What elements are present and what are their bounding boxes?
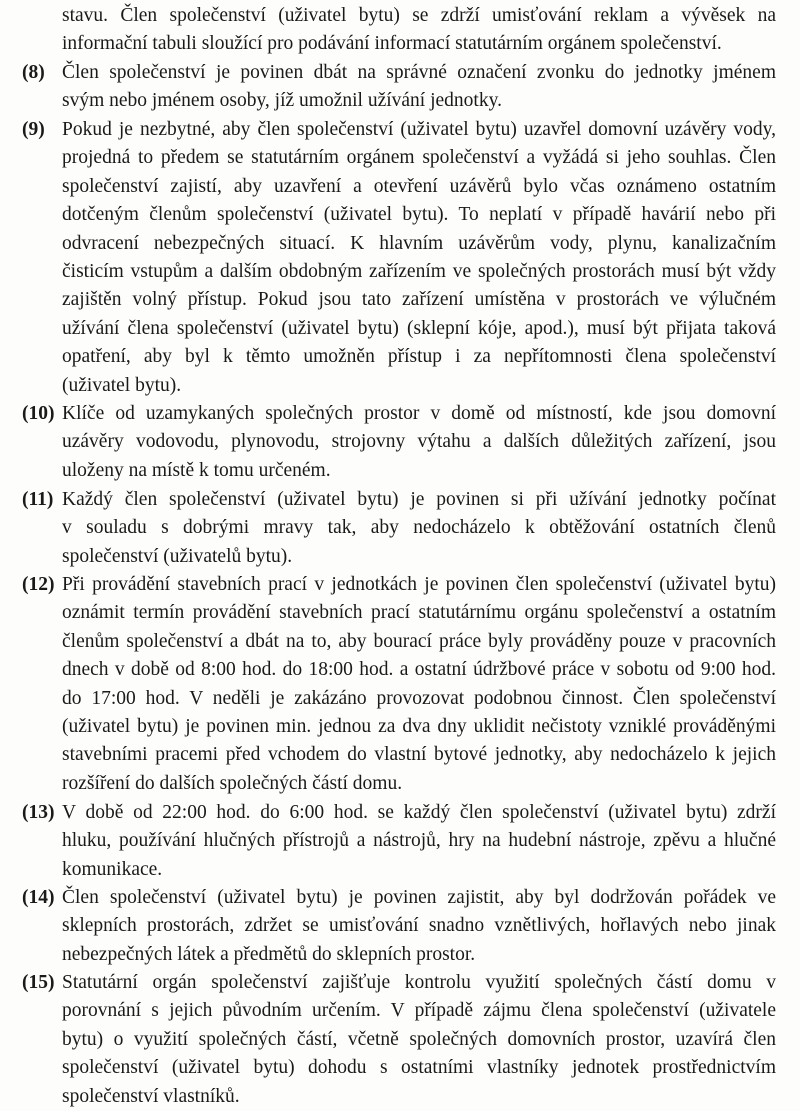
text-line: v souladu s dobrými mravy tak, aby nedocházelo k obtěžování ostatních členů [62,517,776,539]
text-line: uzávěry vodovodu, plynovodu, strojovny výtahu a dalších důležitých zařízení, jsou [62,431,776,453]
text-line: užívání člena společenství (uživatel bytu) (sklepní kóje, apod.), musí být přijata taková [62,317,776,339]
text-line: stavebními pracemi před vchodem do vlastní bytové jednotky, aby nedocházelo k jejich [62,744,776,766]
text-line: Klíče od uzamykaných společných prostor v domě od místností, kde jsou domovní [62,403,776,424]
paragraph-number: (10) [22,403,55,424]
paragraph-number: (9) [22,119,45,140]
text-line: Pokud je nezbytné, aby člen společenství (uživatel bytu) uzavřel domovní uzávěry vody, [62,119,776,140]
text-line: projedná to předem se statutárním orgánem společenství a vyžádá si jeho souhlas. Člen [62,147,776,169]
text-line: Každý člen společenství (uživatel bytu) je povinen si při užívání jednotky počínat [62,489,776,510]
text-line: odvracení nebezpečných situací. K hlavním uzávěrům vody, plynu, kanalizačním [62,232,776,254]
text-line: Člen společenství je povinen dbát na správné označení zvonku do jednotky jménem [62,62,776,83]
text-line: hluku, používání hlučných přístrojů a nástrojů, hry na hudební nástroje, zpěvu a hlučné [62,830,776,852]
paragraph-number: (12) [22,574,55,595]
text-line: porovnání s jejich původním určením. V případě zájmu člena společenství (uživatele [62,1000,776,1022]
text-line: Statutární orgán společenství zajišťuje kontrolu využití společných částí domu v [62,972,776,993]
text-line: oznámit termín provádění stavebních prací statutárnímu orgánu společenství a ostatním [62,602,776,624]
text-line: zajištěn volný přístup. Pokud jsou tato zařízení umístěna v prostorách ve výlučném [62,289,776,311]
text-line: opatření, aby byl k těmto umožněn přístup i za nepřítomnosti člena společenství [62,346,776,368]
text-line: sklepních prostorách, zdržet se umisťování snadno vznětlivých, hořlavých nebo jinak [62,915,776,937]
text-line: společenství (uživatelů bytu). [62,545,293,567]
text-line: členům společenství a dbát na to, aby bourací práce byly prováděny pouze v pracovních [62,630,776,652]
text-line: V době od 22:00 hod. do 6:00 hod. se každý člen společenství (uživatel bytu) zdrží [62,802,776,823]
text-line: společenství vlastníků. [62,1085,240,1107]
text-line: společenství (uživatel bytu) dohodu s ostatními vlastníky jednotek prostřednictvím [62,1057,776,1079]
paragraph-number: (13) [22,802,55,823]
text-line: rozšíření do dalších společných částí domu. [62,772,403,794]
text-line: (uživatel bytu) je povinen min. jednou za dva dny uklidit nečistoty vzniklé prováděnými [62,715,776,737]
text-line: do 17:00 hod. V neděli je zakázáno provozovat podobnou činnost. Člen společenství [62,687,776,709]
text-line: dnech v době od 8:00 hod. do 18:00 hod. a ostatní údržbové práce v sobotu od 9:00 hod. [62,659,776,681]
text-line: společenství zajistí, aby uzavření a otevření uzávěrů bylo včas oznámeno ostatním [62,175,776,197]
text-line: čisticím vstupům a dalším obdobným zařízením ve společných prostorách musí být vždy [62,260,776,282]
paragraph-number: (14) [22,887,55,908]
text-line: nebezpečných látek a předmětů do sklepních prostor. [62,943,476,965]
text-line: Při provádění stavebních prací v jednotkách je povinen člen společenství (uživatel bytu) [62,574,776,595]
text-line: dotčeným členům společenství (uživatel bytu). To neplatí v případě havárií nebo při [62,204,776,226]
paragraph-number: (11) [22,489,54,510]
paragraph-number: (8) [22,62,45,83]
text-line: komunikace. [62,858,163,880]
text-line: (uživatel bytu). [62,374,182,396]
text-line: svým nebo jménem osoby, jíž umožnil užívání jednotky. [62,90,502,112]
text-line: bytu) o využití společných částí, včetně společných domovních prostor, uzavírá člen [62,1028,776,1050]
text-line: Člen společenství (uživatel bytu) je povinen zajistit, aby byl dodržován pořádek ve [62,887,776,908]
text-line: informační tabuli sloužící pro podávání informací statutárním orgánem společenství. [62,33,722,55]
paragraph-number: (15) [22,972,55,993]
text-line: uloženy na místě k tomu určeném. [62,459,331,481]
text-line: stavu. Člen společenství (uživatel bytu) se zdrží umisťování reklam a vývěsek na [62,5,776,26]
